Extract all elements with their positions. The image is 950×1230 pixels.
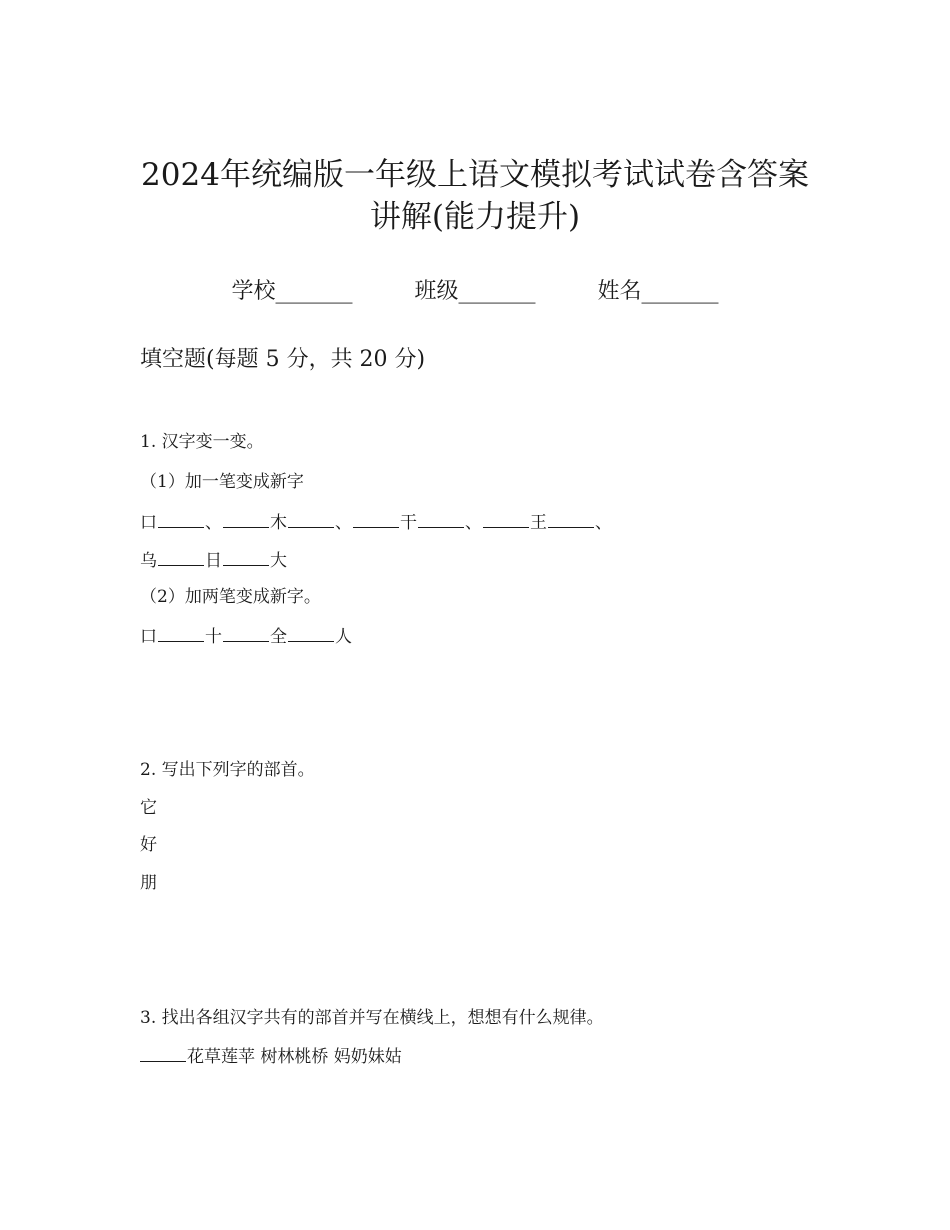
char: 王 xyxy=(530,513,547,533)
answer-blank xyxy=(158,509,204,528)
char: 口 xyxy=(140,627,157,647)
separator: 、 xyxy=(205,513,222,533)
q1-sub2: （2）加两笔变成新字。 xyxy=(140,587,321,607)
char: 日 xyxy=(205,551,222,571)
answer-blank xyxy=(158,547,204,566)
answer-blank xyxy=(158,623,204,642)
q3-stem: 3. 找出各组汉字共有的部首并写在横线上，想想有什么规律。 xyxy=(140,1008,604,1028)
answer-blank xyxy=(353,509,399,528)
char: 大 xyxy=(270,551,287,571)
separator: 、 xyxy=(595,513,612,533)
q1-row2 xyxy=(140,547,287,573)
char: 人 xyxy=(335,627,352,647)
char: 木 xyxy=(270,513,287,533)
answer-blank xyxy=(223,547,269,566)
answer-blank xyxy=(223,623,269,642)
q1-row3 xyxy=(140,623,352,649)
answer-blank xyxy=(288,509,334,528)
answer-blank xyxy=(418,509,464,528)
section-heading: 填空题(每题 5 分，共 20 分) xyxy=(140,347,426,372)
class-field: 班级_______ xyxy=(414,279,536,304)
char: 干 xyxy=(400,513,417,533)
q1-stem: 1. 汉字变一变。 xyxy=(140,432,264,452)
name-field: 姓名_______ xyxy=(597,279,719,304)
separator: 、 xyxy=(465,513,482,533)
answer-blank xyxy=(288,623,334,642)
q2-char-3: 朋 xyxy=(140,873,157,893)
separator: 、 xyxy=(335,513,352,533)
document-title-line-1: 2024年统编版一年级上语文模拟考试试卷含答案 xyxy=(141,157,809,193)
answer-blank xyxy=(223,509,269,528)
document-title-line-2: 讲解(能力提升) xyxy=(369,199,581,235)
answer-blank xyxy=(140,1043,186,1062)
q1-row1 xyxy=(140,509,612,535)
q2-char-2: 好 xyxy=(140,835,157,855)
school-field: 学校_______ xyxy=(231,279,353,304)
char: 口 xyxy=(140,513,157,533)
char: 乌 xyxy=(140,551,157,571)
char: 全 xyxy=(270,627,287,647)
q3-groups: 花草莲苹 树林桃桥 妈奶妹姑 xyxy=(187,1047,402,1067)
q2-char-1: 它 xyxy=(140,798,157,818)
student-info-row xyxy=(0,277,950,307)
q3-groups-row xyxy=(140,1043,402,1069)
q2-stem: 2. 写出下列字的部首。 xyxy=(140,760,315,780)
answer-blank xyxy=(548,509,594,528)
answer-blank xyxy=(483,509,529,528)
char: 十 xyxy=(205,627,222,647)
q1-sub1: （1）加一笔变成新字 xyxy=(140,472,304,492)
